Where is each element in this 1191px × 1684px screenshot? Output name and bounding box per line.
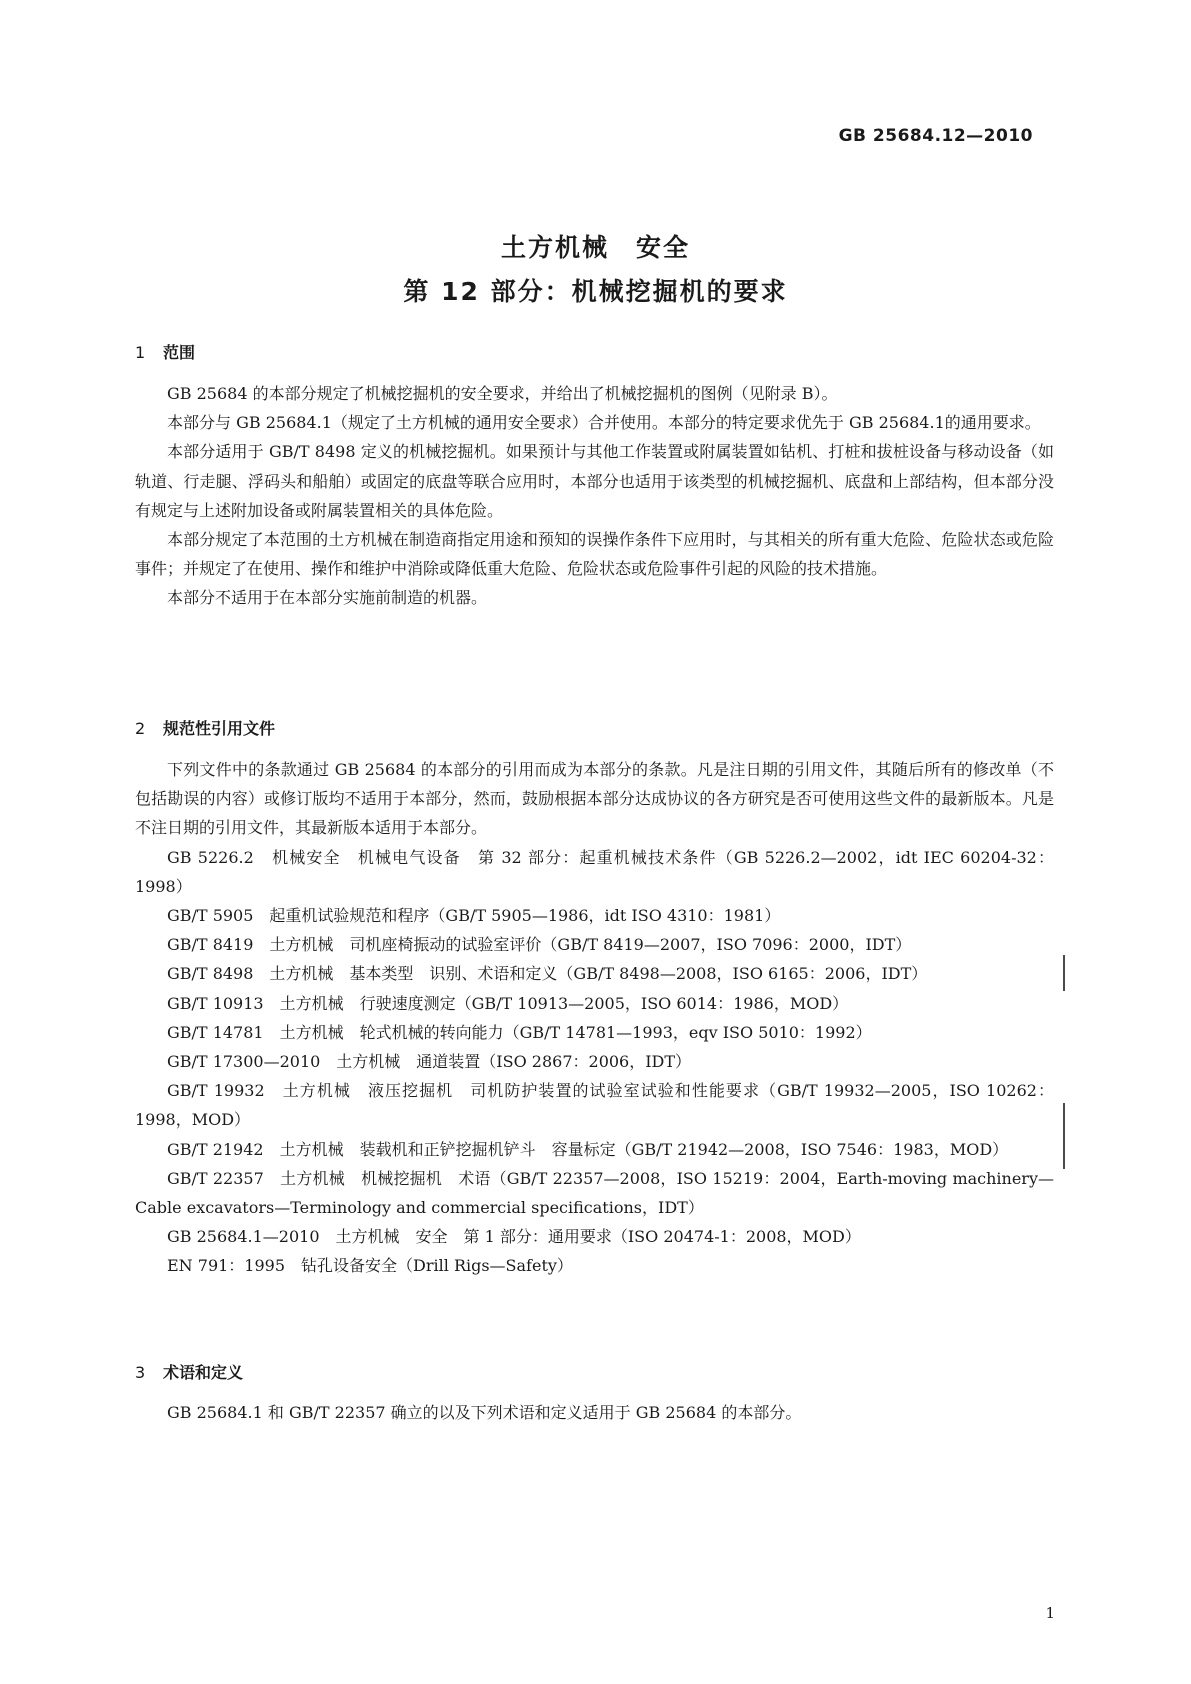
paragraph: 本部分与 GB 25684.1（规定了土方机械的通用安全要求）合并使用。本部分的特定要求优先于 GB 25684.1的通用要求。 — [167, 413, 1041, 433]
reference-item: EN 791：1995 钻孔设备安全（Drill Rigs—Safety） — [167, 1256, 573, 1276]
section-1-heading — [135, 340, 195, 363]
page-number: 1 — [1045, 1604, 1055, 1622]
section-3-body — [135, 1398, 1054, 1427]
reference-item: GB/T 8419 土方机械 司机座椅振动的试验室评价（GB/T 8419—2007，ISO 7096：2000，IDT） — [167, 935, 912, 955]
paragraph: 本部分不适用于在本部分实施前制造的机器。 — [167, 588, 488, 608]
section-3-heading — [135, 1360, 243, 1383]
reference-item: GB/T 10913 土方机械 行驶速度测定（GB/T 10913—2005，ISO 6014：1986，MOD） — [167, 993, 849, 1013]
section-title: 术语和定义 — [163, 1363, 244, 1382]
paragraph: GB 25684.1 和 GB/T 22357 确立的以及下列术语和定义适用于 GB 25684 的本部分。 — [167, 1403, 802, 1422]
reference-item: GB/T 21942 土方机械 装载机和正铲挖掘机铲斗 容量标定（GB/T 21942—2008，ISO 7546：1983，MOD） — [167, 1139, 1009, 1159]
reference-item: GB 25684.1—2010 土方机械 安全 第 1 部分：通用要求（ISO 20474-1：2008，MOD） — [167, 1227, 861, 1247]
document-title-line1: 土方机械 安全 — [500, 233, 690, 262]
reference-item: GB/T 8498 土方机械 基本类型 识别、术语和定义（GB/T 8498—2008，ISO 6165：2006，IDT） — [167, 964, 928, 984]
standard-code: GB 25684.12—2010 — [838, 126, 1033, 146]
reference-item: GB 5226.2 机械安全 机械电气设备 第 32 部分：起重机械技术条件（GB 5226.2—2002，idt IEC 60204-32：1998） — [135, 847, 1054, 896]
reference-item: GB/T 5905 起重机试验规范和程序（GB/T 5905—1986，idt ISO 4310：1981） — [167, 906, 781, 926]
reference-item: GB/T 17300—2010 土方机械 通道装置（ISO 2867：2006，IDT） — [167, 1052, 692, 1072]
reference-item: GB/T 14781 土方机械 轮式机械的转向能力（GB/T 14781—1993，eqv ISO 5010：1992） — [167, 1022, 872, 1042]
change-bar — [1063, 1103, 1065, 1169]
section-1-body — [135, 379, 1054, 613]
paragraph: 下列文件中的条款通过 GB 25684 的本部分的引用而成为本部分的条款。凡是注日期的引用文件，其随后所有的修改单（不包括勘误的内容）或修订版均不适用于本部分，然而，鼓励根据本部分达成协议的各方研究是否可使用这些文件的最新版本。凡是不注日期的引用文件，其最新版本适用于本部分。 — [135, 760, 1054, 838]
reference-item: GB/T 19932 土方机械 液压挖掘机 司机防护装置的试验室试验和性能要求（GB/T 19932—2005，ISO 10262：1998，MOD） — [135, 1081, 1054, 1130]
section-2-heading — [135, 716, 275, 739]
document-title-line2: 第 12 部分：机械挖掘机的要求 — [403, 277, 788, 306]
change-bar — [1063, 955, 1065, 991]
section-number: 1 — [135, 343, 146, 362]
section-number: 3 — [135, 1363, 146, 1382]
paragraph: GB 25684 的本部分规定了机械挖掘机的安全要求，并给出了机械挖掘机的图例（见附录 B）。 — [167, 384, 838, 403]
section-title: 规范性引用文件 — [163, 719, 276, 738]
reference-item: GB/T 22357 土方机械 机械挖掘机 术语（GB/T 22357—2008，ISO 15219：2004，Earth-moving machinery—Cable excavators—Terminology and commercial specifications，IDT） — [135, 1168, 1054, 1218]
paragraph: 本部分规定了本范围的土方机械在制造商指定用途和预知的误操作条件下应用时，与其相关的所有重大危险、危险状态或危险事件；并规定了在使用、操作和维护中消除或降低重大危险、危险状态或危险事件引起的风险的技术措施。 — [135, 530, 1054, 579]
paragraph: 本部分适用于 GB/T 8498 定义的机械挖掘机。如果预计与其他工作装置或附属装置如钻机、打桩和拔桩设备与移动设备（如轨道、行走腿、浮码头和船舶）或固定的底盘等联合应用时，本部分也适用于该类型的机械挖掘机、底盘和上部结构，但本部分没有规定与上述附加设备或附属装置相关的具体危险。 — [135, 442, 1054, 520]
section-2-body — [135, 755, 1054, 1281]
section-number: 2 — [135, 719, 146, 738]
section-title: 范围 — [163, 343, 196, 362]
